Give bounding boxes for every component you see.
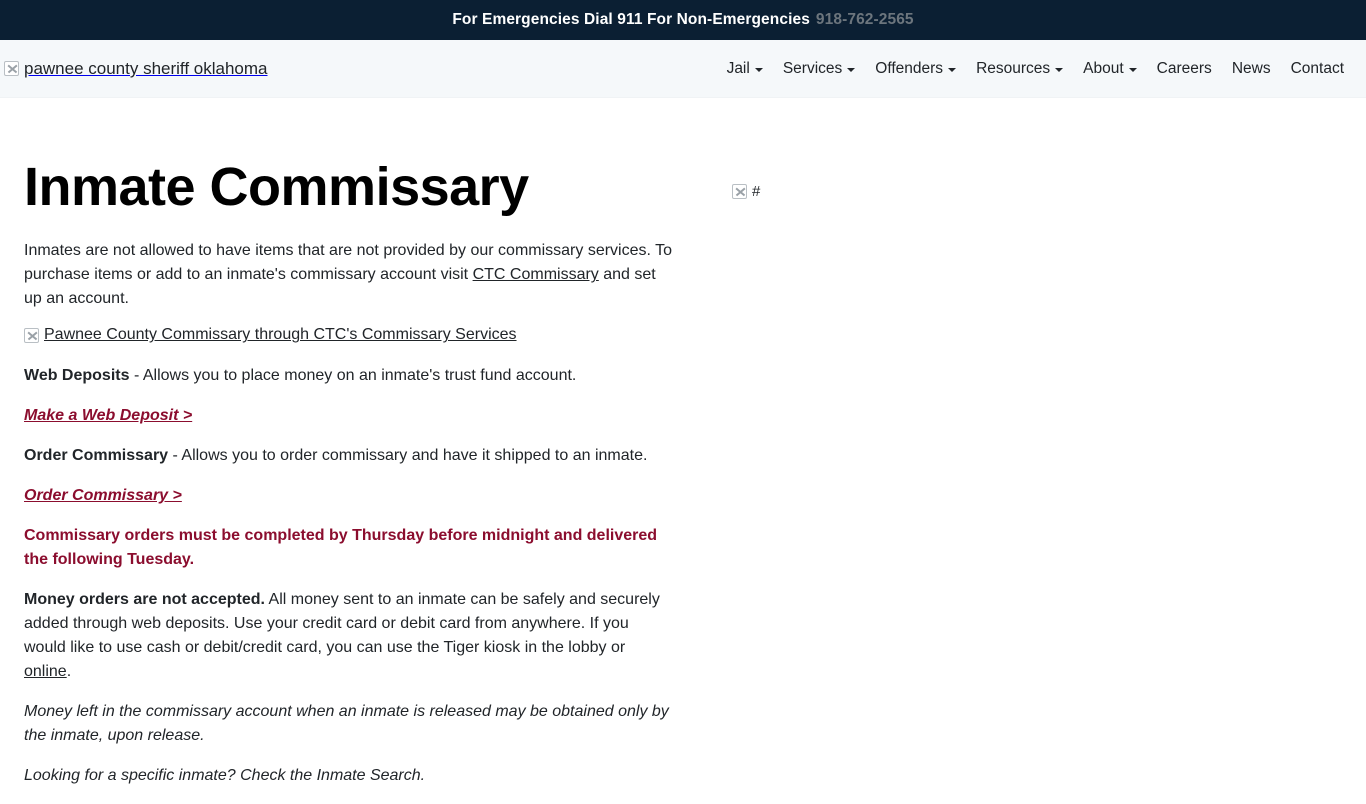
- chevron-down-icon: [1129, 68, 1137, 72]
- make-web-deposit-link[interactable]: Make a Web Deposit >: [24, 406, 193, 424]
- main-navigation: [0, 40, 1366, 98]
- commissary-image-link[interactable]: [24, 327, 517, 343]
- sidebar-broken-image: [732, 184, 760, 199]
- order-commissary-link[interactable]: Order Commissary >: [24, 486, 182, 504]
- chevron-down-icon: [948, 68, 956, 72]
- broken-image-icon: [24, 328, 39, 343]
- sidebar-image-alt-text: #: [752, 183, 761, 200]
- nav-item-careers[interactable]: Careers: [1156, 59, 1212, 77]
- emergency-banner-text: For Emergencies Dial 911 For Non-Emergencies: [452, 11, 810, 28]
- intro-text-part-2: and set up an account.: [24, 266, 656, 308]
- nav-item-resources[interactable]: [966, 54, 1073, 84]
- nav-item-jail-label: Jail: [726, 59, 750, 77]
- emergency-banner: [0, 0, 1366, 40]
- ctc-commissary-link[interactable]: CTC Commissary: [472, 266, 599, 284]
- intro-paragraph: [24, 239, 672, 311]
- commissary-image-link-row: [24, 327, 672, 348]
- nav-item-about[interactable]: [1073, 54, 1147, 84]
- money-orders-paragraph: [24, 588, 672, 684]
- chevron-down-icon: [847, 68, 855, 72]
- page-title: Inmate Commissary: [24, 157, 529, 217]
- chevron-down-icon: [1055, 68, 1063, 72]
- order-commissary-label: Order Commissary: [24, 446, 169, 464]
- order-commissary-text: - Allows you to order commissary and have it shipped to an inmate.: [168, 446, 648, 464]
- broken-image-logo: [4, 60, 268, 77]
- commissary-deadline-notice: Commissary orders must be completed by Thursday before midnight and delivered the following Tuesday.: [24, 526, 658, 568]
- nav-item-about-label: About: [1083, 59, 1124, 77]
- broken-image-icon: [4, 61, 19, 76]
- content-column: [24, 158, 672, 804]
- sidebar-column: [672, 158, 1342, 804]
- nav-item-services[interactable]: [773, 54, 865, 84]
- page-content: [0, 98, 1366, 804]
- emergency-phone-link[interactable]: 918-762-2565: [815, 11, 914, 28]
- money-orders-label: Money orders are not accepted.: [24, 590, 265, 608]
- web-deposits-label: Web Deposits: [24, 366, 130, 384]
- nav-item-services-label: Services: [782, 59, 843, 77]
- web-deposits-paragraph: [24, 364, 672, 388]
- nav-item-contact[interactable]: Contact: [1290, 59, 1344, 77]
- money-orders-text-part-1: All money sent to an inmate can be safely and securely added through web deposits. Use your credit card or debit card from anywhere. If you would like to use cash or debit/credit card, you can use the Tiger kiosk in the lobby or: [24, 590, 660, 656]
- order-commissary-paragraph: [24, 444, 672, 468]
- inmate-search-note: Looking for a specific inmate? Check the Inmate Search.: [24, 766, 426, 784]
- money-orders-text-part-2: .: [66, 662, 72, 680]
- site-logo-link[interactable]: [0, 40, 268, 97]
- nav-links: [717, 54, 1354, 84]
- released-funds-note: Money left in the commissary account when an inmate is released may be obtained only by the inmate, upon release.: [24, 702, 669, 744]
- broken-image-icon: [732, 184, 747, 199]
- site-logo-alt-text: pawnee county sheriff oklahoma: [24, 59, 268, 78]
- nav-item-news[interactable]: News: [1231, 59, 1271, 77]
- nav-item-offenders[interactable]: [865, 54, 966, 84]
- chevron-down-icon: [755, 68, 763, 72]
- nav-item-offenders-label: Offenders: [875, 59, 944, 77]
- web-deposits-text: - Allows you to place money on an inmate's trust fund account.: [129, 366, 577, 384]
- online-kiosk-link[interactable]: online: [24, 662, 67, 680]
- intro-text-part-1: Inmates are not allowed to have items that are not provided by our commissary services. To purchase items or add to an inmate's commissary account visit: [24, 242, 673, 284]
- commissary-image-alt-text: Pawnee County Commissary through CTC's Commissary Services: [44, 326, 517, 344]
- nav-item-jail[interactable]: [717, 54, 773, 84]
- nav-item-resources-label: Resources: [976, 59, 1051, 77]
